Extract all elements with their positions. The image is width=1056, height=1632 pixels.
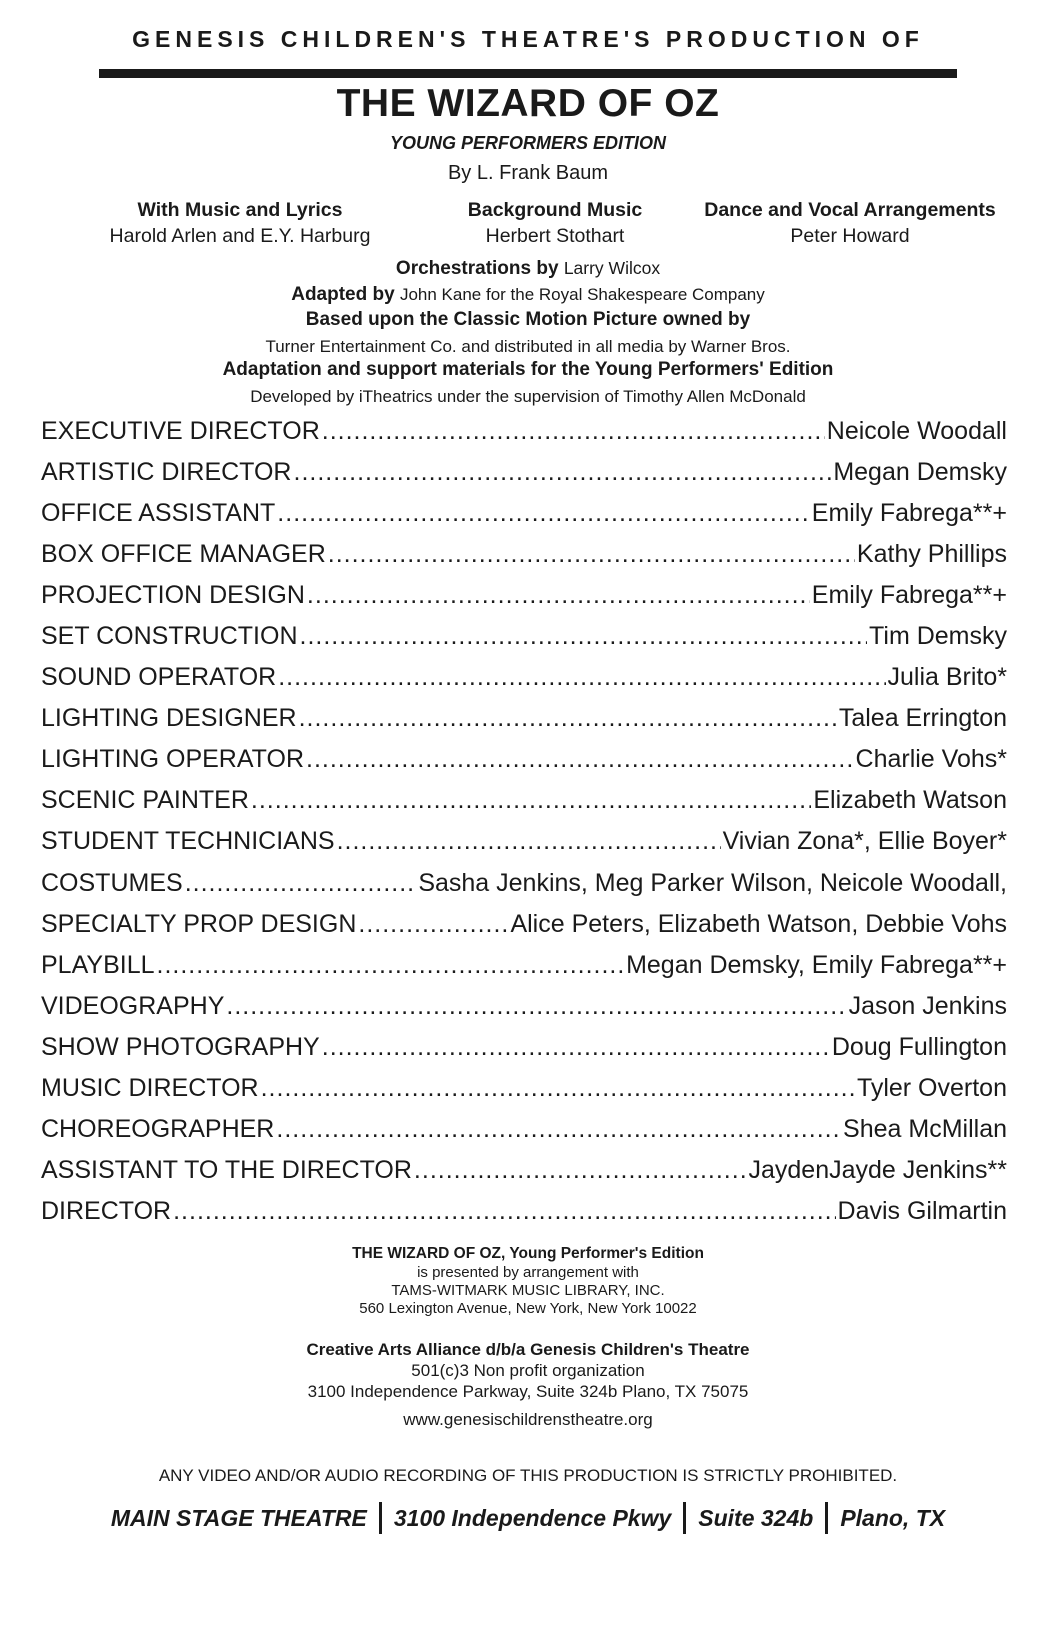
dot-leader xyxy=(414,1153,747,1187)
credit-music-lyrics xyxy=(80,197,400,249)
dot-leader xyxy=(261,1071,855,1105)
author-line: By L. Frank Baum xyxy=(447,162,609,184)
dot-leader xyxy=(322,414,825,448)
based-upon-line: Based upon the Classic Motion Picture owned by xyxy=(305,309,751,330)
staff-row xyxy=(41,1194,1007,1235)
venue-name: MAIN STAGE THEATRE xyxy=(110,1504,367,1531)
edition-subtitle: YOUNG PERFORMERS EDITION xyxy=(389,133,667,153)
licensing-line: is presented by arrangement with xyxy=(417,1264,639,1281)
dot-leader xyxy=(300,619,868,653)
turner-line: Turner Entertainment Co. and distributed in all media by Warner Bros. xyxy=(265,337,791,356)
company-website: www.genesischildrenstheatre.org xyxy=(403,1410,653,1429)
staff-row xyxy=(41,414,1007,455)
staff-role: VIDEOGRAPHY xyxy=(41,991,225,1020)
venue-street: 3100 Independence Pkwy xyxy=(393,1504,672,1531)
venue-city: Plano, TX xyxy=(840,1504,946,1531)
dot-leader xyxy=(277,496,809,530)
staff-row xyxy=(41,989,1007,1030)
staff-row xyxy=(41,1071,1007,1112)
dot-leader xyxy=(276,1112,841,1146)
staff-name: Julia Brito* xyxy=(887,663,1007,692)
staff-role: PLAYBILL xyxy=(41,950,155,979)
staff-role: DIRECTOR xyxy=(41,1196,172,1225)
dot-leader xyxy=(307,578,810,612)
developed-line: Developed by iTheatrics under the supervision of Timothy Allen McDonald xyxy=(250,387,806,406)
venue-footer xyxy=(0,1500,1056,1536)
staff-role: EXECUTIVE DIRECTOR xyxy=(41,417,320,445)
staff-row xyxy=(41,1112,1007,1153)
dot-leader xyxy=(294,455,832,489)
staff-row xyxy=(41,907,1007,948)
company-name: Creative Arts Alliance d/b/a Genesis Children's Theatre xyxy=(306,1340,750,1359)
staff-role: PROJECTION DESIGN xyxy=(41,581,305,610)
dot-leader xyxy=(251,783,811,817)
staff-name: Emily Fabrega**+ xyxy=(811,499,1007,528)
credit-dance-vocal xyxy=(680,197,1020,249)
staff-name: Megan Demsky, Emily Fabrega**+ xyxy=(626,950,1007,979)
licensing-publisher: TAMS-WITMARK MUSIC LIBRARY, INC. xyxy=(391,1282,665,1299)
staff-role: OFFICE ASSISTANT xyxy=(41,499,276,528)
credit-value: Harold Arlen and E.Y. Harburg xyxy=(109,225,371,247)
staff-row xyxy=(41,455,1007,496)
staff-row xyxy=(41,948,1007,989)
staff-role: CHOREOGRAPHER xyxy=(41,1114,275,1143)
credit-label: Dance and Vocal Arrangements xyxy=(704,199,996,221)
staff-name: Neicole Woodall xyxy=(826,417,1007,445)
dot-leader xyxy=(358,907,508,941)
staff-name: Kathy Phillips xyxy=(856,540,1007,569)
credit-value: Herbert Stothart xyxy=(485,225,625,247)
staff-row xyxy=(41,537,1007,578)
staff-role: BOX OFFICE MANAGER xyxy=(41,540,326,569)
staff-name: Megan Demsky xyxy=(833,458,1007,487)
show-title: THE WIZARD OF OZ xyxy=(336,82,720,125)
adapted-line xyxy=(0,284,1056,306)
dot-leader xyxy=(173,1194,835,1228)
dot-leader xyxy=(226,989,846,1023)
staff-name: Tim Demsky xyxy=(869,622,1007,651)
staff-name: Talea Errington xyxy=(838,704,1007,733)
dot-leader xyxy=(157,948,625,982)
credit-label: Background Music xyxy=(467,199,643,221)
staff-name: Alice Peters, Elizabeth Watson, Debbie Vohs xyxy=(510,909,1007,938)
staff-row xyxy=(41,1153,1007,1194)
staff-role: SET CONSTRUCTION xyxy=(41,622,298,651)
dot-leader xyxy=(185,866,417,900)
staff-name: Sasha Jenkins, Meg Parker Wilson, Neicole Woodall, xyxy=(418,868,1007,897)
staff-name: Davis Gilmartin xyxy=(837,1196,1007,1225)
staff-name: Vivian Zona*, Ellie Boyer* xyxy=(722,827,1007,856)
staff-row xyxy=(41,701,1007,742)
dot-leader xyxy=(322,1030,830,1064)
orchestrations-value: Larry Wilcox xyxy=(563,258,661,278)
title-rule xyxy=(99,69,957,78)
music-credits xyxy=(80,197,1020,249)
credit-background-music xyxy=(420,197,690,249)
staff-role: SHOW PHOTOGRAPHY xyxy=(41,1032,320,1061)
orchestrations-line xyxy=(0,258,1056,280)
staff-name: Jason Jenkins xyxy=(848,991,1007,1020)
production-staff-list xyxy=(41,414,1007,1235)
company-address: 3100 Independence Parkway, Suite 324b Plano, TX 75075 xyxy=(307,1382,749,1401)
staff-role: ASSISTANT TO THE DIRECTOR xyxy=(41,1155,412,1184)
staff-row xyxy=(41,1030,1007,1071)
staff-name: Emily Fabrega**+ xyxy=(811,581,1007,610)
staff-row xyxy=(41,866,1007,907)
adaptation-support-line: Adaptation and support materials for the Young Performers' Edition xyxy=(222,359,834,380)
staff-row xyxy=(41,783,1007,824)
recording-warning: ANY VIDEO AND/OR AUDIO RECORDING OF THIS PRODUCTION IS STRICTLY PROHIBITED. xyxy=(158,1466,898,1485)
staff-name: JaydenJayde Jenkins** xyxy=(748,1155,1007,1184)
dot-leader xyxy=(299,701,837,735)
orchestrations-label: Orchestrations by xyxy=(395,258,559,279)
adapted-label: Adapted by xyxy=(291,284,395,305)
staff-row xyxy=(41,660,1007,701)
staff-row xyxy=(41,496,1007,537)
staff-row xyxy=(41,619,1007,660)
staff-role: ARTISTIC DIRECTOR xyxy=(41,458,292,487)
staff-role: SOUND OPERATOR xyxy=(41,663,277,692)
staff-role: STUDENT TECHNICIANS xyxy=(41,827,335,856)
venue-suite: Suite 324b xyxy=(698,1504,814,1531)
staff-name: Doug Fullington xyxy=(831,1032,1007,1061)
staff-row xyxy=(41,742,1007,783)
dot-leader xyxy=(278,660,885,694)
staff-role: LIGHTING OPERATOR xyxy=(41,745,305,774)
dot-leader xyxy=(337,824,721,858)
credit-label: With Music and Lyrics xyxy=(137,199,343,221)
staff-role: SCENIC PAINTER xyxy=(41,786,249,815)
dot-leader xyxy=(328,537,855,571)
adapted-value: John Kane for the Royal Shakespeare Company xyxy=(399,285,765,304)
staff-row xyxy=(41,578,1007,619)
staff-name: Elizabeth Watson xyxy=(813,786,1007,815)
staff-row xyxy=(41,824,1007,865)
staff-role: COSTUMES xyxy=(41,868,183,897)
presenter-line: GENESIS CHILDREN'S THEATRE'S PRODUCTION OF xyxy=(132,26,924,52)
licensing-address: 560 Lexington Avenue, New York, New York 10022 xyxy=(359,1300,697,1317)
staff-role: SPECIALTY PROP DESIGN xyxy=(41,909,357,938)
staff-name: Tyler Overton xyxy=(856,1073,1007,1102)
staff-role: MUSIC DIRECTOR xyxy=(41,1073,259,1102)
dot-leader xyxy=(306,742,854,776)
staff-role: LIGHTING DESIGNER xyxy=(41,704,297,733)
licensing-title: THE WIZARD OF OZ, Young Performer's Edition xyxy=(352,1245,704,1262)
credit-value: Peter Howard xyxy=(790,225,910,247)
staff-name: Charlie Vohs* xyxy=(855,745,1007,774)
company-status: 501(c)3 Non profit organization xyxy=(411,1361,645,1380)
staff-name: Shea McMillan xyxy=(843,1114,1007,1143)
